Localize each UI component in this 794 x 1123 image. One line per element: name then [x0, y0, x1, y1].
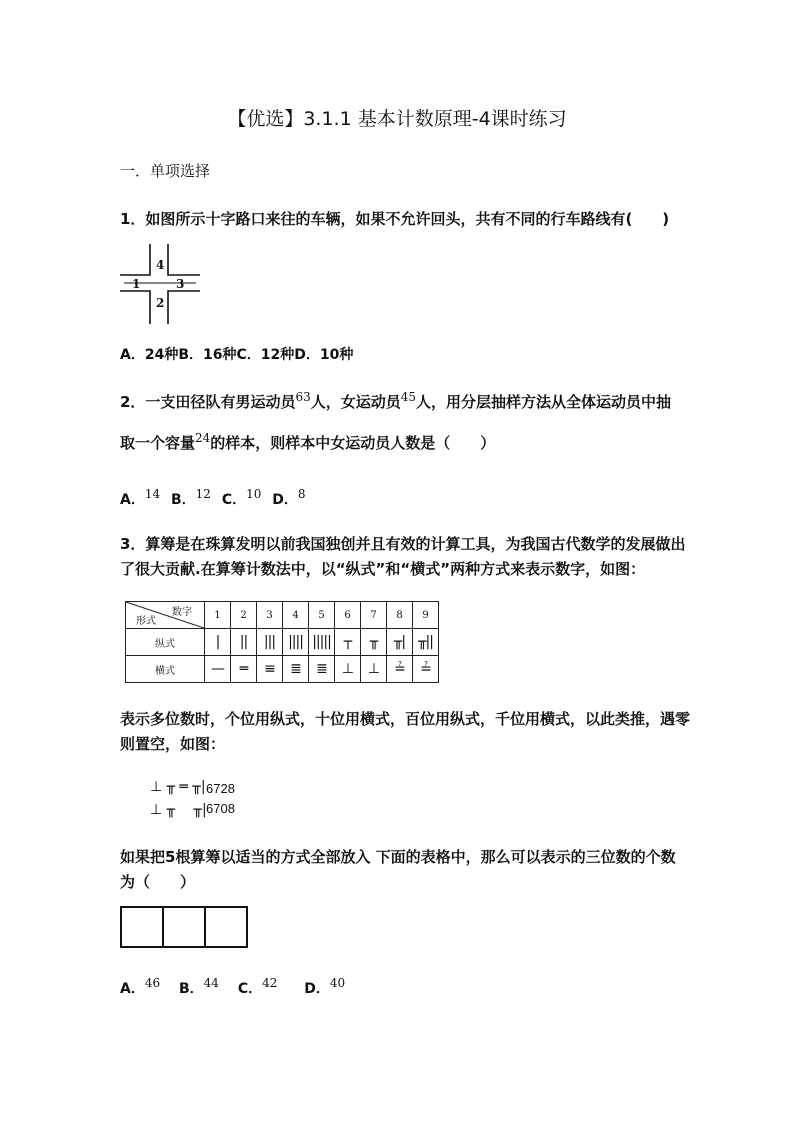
- rod-glyph: ╥||: [413, 629, 439, 656]
- q3-option-a-label: A．: [120, 981, 145, 997]
- rod-glyph: |: [205, 629, 231, 656]
- rod-glyph: ≟: [413, 656, 439, 683]
- q3-option-a-value: 46: [144, 976, 161, 990]
- q2-option-d-label: D．: [272, 492, 298, 508]
- road-label-1: 1: [132, 277, 141, 291]
- digit-header: 3: [257, 602, 283, 629]
- q2-male-count: 63: [295, 390, 311, 404]
- digit-header: 8: [387, 602, 413, 629]
- corner-label-digit: 数字: [172, 607, 192, 618]
- intersection-figure: [120, 244, 202, 326]
- q2-option-d-value: 8: [297, 487, 306, 501]
- row-label-horizontal: 横式: [126, 656, 205, 683]
- example-number-2: 6708: [206, 801, 235, 816]
- question-3-line-5: 如果把5根算筹以适当的方式全部放入 下面的表格中，那么可以表示的三位数的个数: [120, 848, 676, 866]
- q2-option-c-value: 10: [246, 487, 262, 501]
- q3-option-b-label: B．: [179, 981, 204, 997]
- corner-label-form: 形式: [136, 616, 156, 627]
- rod-glyph: ≣: [283, 656, 309, 683]
- q2-text-part3: 人，用分层抽样方法从全体运动员中抽: [416, 393, 672, 411]
- question-2-line-1: [120, 390, 671, 412]
- q3-option-b-value: 44: [203, 976, 219, 990]
- digit-header: 5: [309, 602, 335, 629]
- q2-text-part1: 2．一支田径队有男运动员: [120, 393, 296, 411]
- digit-header: 4: [283, 602, 309, 629]
- example-rods-1: ⊥ ╥ ═ ╥|: [150, 779, 206, 795]
- q3-option-c-value: 42: [262, 976, 278, 990]
- question-3-line-1: 3．算筹是在珠算发明以前我国独创并且有效的计算工具，为我国古代数学的发展做出: [120, 535, 686, 553]
- question-3-line-3: 表示多位数时，个位用纵式，十位用横式，百位用纵式，千位用横式，以此类推，遇零: [120, 710, 691, 728]
- rod-glyph: ═: [231, 656, 257, 683]
- q2-text-part2: 人，女运动员: [310, 393, 401, 411]
- grid-cell-ones: [205, 907, 247, 947]
- road-corner-top-right: [168, 244, 200, 275]
- question-3-line-2: 了很大贡献.在算筹计数法中，以“纵式”和“横式”两种方式来表示数字，如图：: [120, 560, 646, 578]
- rod-glyph: ≡: [257, 656, 283, 683]
- grid-cell-hundreds: [121, 907, 163, 947]
- q3-option-c-label: C．: [237, 981, 263, 997]
- road-corner-top-left: [120, 244, 150, 275]
- page-title: 【优选】3.1.1 基本计数原理-4课时练习: [227, 108, 567, 130]
- row-label-vertical: 纵式: [126, 629, 205, 656]
- question-2-line-2: [120, 431, 495, 453]
- digit-header: 6: [335, 602, 361, 629]
- example-rods-2: ⊥ ╥ ╥|: [150, 802, 207, 818]
- q3-option-d-value: 40: [329, 976, 346, 990]
- example-number-1: 6728: [206, 781, 235, 796]
- road-corner-bottom-right: [168, 291, 200, 324]
- road-label-3: 3: [176, 277, 185, 291]
- rod-glyph: ≣: [309, 656, 335, 683]
- rod-glyph: ⊥: [361, 656, 387, 683]
- q2-female-count: 45: [400, 390, 417, 404]
- digit-header: 2: [231, 602, 257, 629]
- q2-option-b-label: B．: [171, 492, 196, 508]
- rod-glyph: |||: [257, 629, 283, 656]
- rod-table-corner: [126, 602, 205, 629]
- rod-table-vertical-row: [126, 629, 439, 656]
- road-label-2: 2: [156, 296, 165, 310]
- rod-table-header-row: [126, 602, 439, 629]
- rod-glyph: ||: [231, 629, 257, 656]
- section-heading: 一．单项选择: [120, 162, 211, 180]
- rod-glyph: ╥: [361, 629, 387, 656]
- rod-glyph: ≟: [387, 656, 413, 683]
- grid-cell-tens: [163, 907, 205, 947]
- three-digit-grid: [120, 906, 248, 948]
- rod-glyph: ╥|: [387, 629, 413, 656]
- counting-rod-table: [125, 601, 439, 683]
- rod-glyph: —: [205, 656, 231, 683]
- q2-option-c-label: C．: [221, 492, 247, 508]
- q2-text-line2b: 的样本，则样本中女运动员人数是（ ）: [210, 434, 496, 452]
- question-3-options: [120, 976, 345, 998]
- digit-header: 7: [361, 602, 387, 629]
- q2-option-b-value: 12: [195, 487, 211, 501]
- rod-glyph: ||||: [283, 629, 309, 656]
- rod-glyph: |||||: [309, 629, 335, 656]
- road-label-4: 4: [156, 258, 165, 272]
- q3-option-d-label: D．: [304, 981, 330, 997]
- q2-option-a-value: 14: [144, 487, 161, 501]
- digit-header: 1: [205, 602, 231, 629]
- rod-glyph: ┬: [335, 629, 361, 656]
- digit-header: 9: [413, 602, 439, 629]
- question-3-line-4: 则置空，如图：: [120, 735, 226, 753]
- road-corner-bottom-left: [120, 291, 150, 324]
- q2-sample-size: 24: [195, 431, 211, 445]
- question-2-options: [120, 487, 306, 509]
- rod-table-horizontal-row: [126, 656, 439, 683]
- q2-option-a-label: A．: [120, 492, 145, 508]
- q2-text-line2a: 取一个容量: [120, 434, 196, 452]
- rod-glyph: ⊥: [335, 656, 361, 683]
- question-1-stem: 1．如图所示十字路口来往的车辆，如果不允许回头，共有不同的行车路线有( ): [120, 210, 670, 228]
- question-1-options: A．24种B．16种C．12种D．10种: [120, 347, 354, 363]
- question-3-line-6: 为（ ）: [120, 873, 196, 891]
